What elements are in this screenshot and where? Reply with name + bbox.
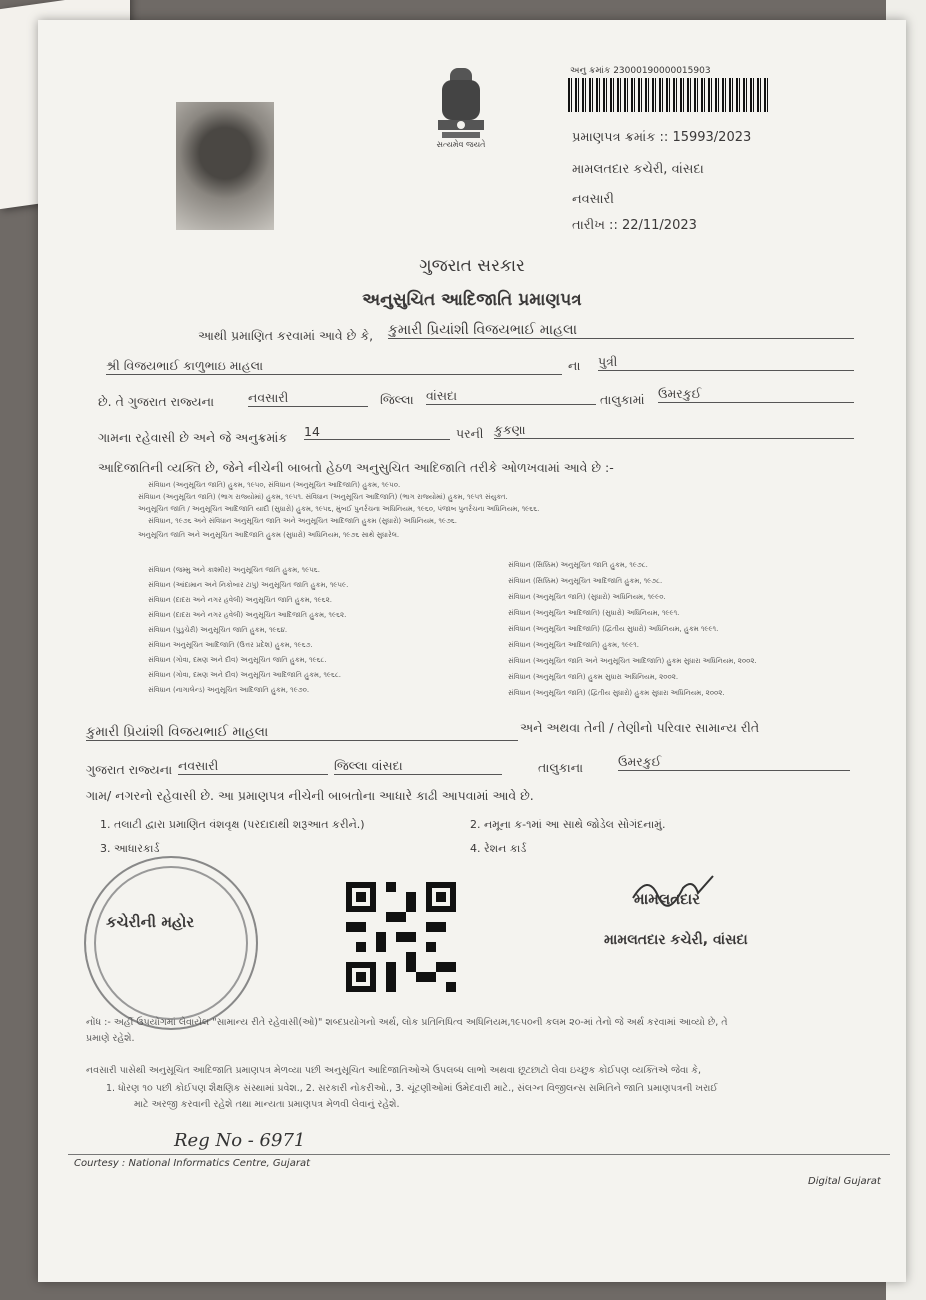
order-right: સંવિધાન (સિક્કિમ) અનુસૂચિત આદિજાતિ હુકમ, ૧૯૭૮. [508, 577, 663, 585]
order-left: સંવિધાન (પુડુચેરી) અનુસૂચિત જાતિ હુકમ, ૧૯૬૪. [148, 626, 288, 634]
father-name: શ્રી વિજયભાઈ કાળુભાઇ માહલા [106, 358, 562, 375]
order-right: સંવિધાન (અનુસૂચિત આદિજાતિ) (સુધારો) અધિનિયમ, ૧૯૯૧. [508, 609, 680, 617]
order-right: સંવિધાન (અનુસૂચિત જાતિ) (સુધારો) અધિનિયમ, ૧૯૯૦. [508, 593, 666, 601]
seal-label: કચેરીની મહોર [106, 913, 195, 931]
identification-text: આદિજાતિની વ્યક્તિ છે, જેને નીચેની બાબતો હેઠળ અનુસુચિત આદિજાતિ તરીકે ઓળખવામાં આવે છે :- [98, 460, 614, 475]
qr-code-icon [346, 882, 456, 992]
resident-name: કુમારી પ્રિયાંશી વિજયભાઈ માહલા [86, 724, 518, 741]
tribe-name: કુકણા [494, 422, 854, 439]
note-line: 1. ધોરણ ૧૦ પછી કોઈપણ શૈક્ષણિક સંસ્થામાં પ્રવેશ., 2. સરકારી નોકરીઓ., 3. ચૂંટણીઓમાં ઉમેદવારી માટે., સંલગ્ન વિજીલન્સ સમિતિને જાતિ પ્રમાણપત્રની ખરાઈ [106, 1083, 718, 1094]
order-right: સંવિધાન (સિક્કિમ) અનુસૂચિત જાતિ હુકમ, ૧૯૭૮. [508, 561, 648, 569]
resident-suffix: અને અથવા તેની / તેણીનો પરિવાર સામાન્ય રીતે [520, 720, 760, 735]
applicant-photo [176, 102, 274, 230]
issue-date: તારીખ :: 22/11/2023 [572, 218, 697, 233]
person-name: કુમારી પ્રિયાંશી વિજયભાઈ માહલા [388, 322, 854, 339]
order-left: સંવિધાન (નાગાલેન્ડ) અનુસૂચિત આદિજાતિ હુકમ, ૧૯૭૦. [148, 686, 310, 694]
order-left: સંવિધાન (ગોવા, દમણ અને દીવ) અનુસૂચિત જાતિ હુકમ, ૧૯૬૮. [148, 656, 327, 664]
order-right: સંવિધાન (અનુસૂચિત આદિજાતિ) હુકમ, ૧૯૯૧. [508, 641, 639, 649]
resident-taluka: જિલ્લા વાંસદા [334, 758, 502, 775]
relation-prefix: ના [568, 358, 581, 373]
basis-item: 1. તલાટી દ્વારા પ્રમાણિત વંશવૃક્ષ (પરદાદાથી શરૂઆત કરીને.) [100, 818, 365, 831]
order-left: સંવિધાન (જમ્મુ અને કાશ્મીર) અનુસૂચિત જાતિ હુકમ, ૧૯૫૬. [148, 566, 320, 574]
certificate-title: અનુસુચિત આદિજાતિ પ્રમાણપત્ર [362, 290, 582, 310]
intro-text: આથી પ્રમાણિત કરવામાં આવે છે કે, [198, 328, 374, 343]
basis-item: 3. આધારકાર્ડ [100, 842, 160, 855]
basis-item: 2. નમૂના ક-૧માં આ સાથે જોડેલ સોગંદનામું. [470, 818, 666, 831]
signatory-office: મામલતદાર કચેરી, વાંસદા [604, 932, 748, 948]
order-line: સંવિધાન (અનુસૂચિત જાતિ) (ભાગ રાજ્યોમાં) હુકમ, ૧૯૫૧. સંવિધાન (અનુસૂચિત આદિજાતિ) (ભાગ રાજ્યોમાં) હુકમ, ૧૯૫૧ સંયુક્ત. [138, 493, 508, 501]
order-line: સંવિધાન, ૧૯૭૬ અને સંવિધાન અનુસૂચિત જાતિ અને અનુસૂચિત આદિજાતિ હુકમ (સુધારો) અધિનિયમ, ૧૯૭૬. [148, 517, 458, 525]
order-left: સંવિધાન (આંદામાન અને નિકોબાર ટાપુ) અનુસૂચિત જાતિ હુકમ, ૧૯૫૯. [148, 581, 349, 589]
issuing-office: મામલતદાર કચેરી, વાંસદા [572, 162, 704, 177]
order-left: સંવિધાન (દાદરા અને નગર હવેલી) અનુસૂચિત આદિજાતિ હુકમ, ૧૯૬૨. [148, 611, 347, 619]
relation: પુત્રી [598, 354, 854, 371]
reg-number: અનુ ક્રમાંક 23000190000015903 [570, 66, 711, 76]
note-line: પ્રમાણે રહેશે. [86, 1033, 135, 1044]
district-value: નવસારી [248, 390, 368, 407]
order-left: સંવિધાન (ગોવા, દમણ અને દીવ) અનુસૂચિત આદિજાતિ હુકમ, ૧૯૬૮. [148, 671, 342, 679]
order-right: સંવિધાન (અનુસૂચિત જાતિ) (દ્વિતીય સુધારો) હુકમ સુધારા અધિનિયમ, ૨૦૦૨. [508, 689, 725, 697]
resident-taluka-label: તાલુકાના [538, 760, 584, 775]
courtesy-text: Courtesy : National Informatics Centre, Gujarat [74, 1158, 310, 1169]
note-line: માટે અરજી કરવાની રહેશે તથા માન્યતા પ્રમાણપત્ર મેળવી લેવાનું રહેશે. [134, 1099, 400, 1110]
village-value: ઉમરકુઈ [658, 386, 854, 403]
state-text: છે. તે ગુજરાત રાજ્યના [98, 394, 215, 409]
order-line: અનુસૂચિત જાતિ અને અનુસૂચિત આદિજાતિ હુકમ (સુધારો) અધિનિયમ, ૧૯૭૬ સાથે સુધારેલ. [138, 531, 400, 539]
basis-item: 4. રેશન કાર્ડ [470, 842, 527, 855]
note-line: નોંધ :- અહીં ઉપયોગમાં લેવાયેલ "સામાન્ય રીતે રહેવાસી(ઓ)" શબ્દપ્રયોગનો અર્થ, લોક પ્રતિનિધિત્વ અધિનિયમ,૧૯૫૦ની કલમ ૨૦-માં તેનો જે અર્થ કરવામાં આવ્યો છે, તે [86, 1017, 728, 1028]
basis-intro: ગામ/ નગરનો રહેવાસી છે. આ પ્રમાણપત્ર નીચેની બાબતોના આધારે કાઢી આપવામાં આવે છે. [86, 788, 534, 803]
resident-district: નવસારી [178, 758, 328, 775]
government-title: ગુજરાત સરકાર [419, 256, 525, 276]
office-seal [84, 856, 258, 1030]
note-line: નવસારી પાસેથી અનુસૂચિત આદિજાતિ પ્રમાણપત્ર મેળવ્યા પછી અનુસૂચિત આદિજાતિઓએ ઉપલબ્ધ લાભો અથવા છૂટછાટો લેવા ઇચ્છુક કોઈપણ વ્યક્તિએ જેવા કે, [86, 1065, 702, 1076]
taluka-value: વાંસદા [426, 388, 596, 405]
residence-text: ગામના રહેવાસી છે અને જે અનુક્રમાંક [98, 430, 288, 445]
footer-divider [68, 1154, 890, 1155]
taluka-label: તાલુકામાં [600, 392, 645, 407]
issuing-district: નવસારી [572, 192, 614, 207]
order-left: સંવિધાન (દાદરા અને નગર હવેલી) અનુસૂચિત જાતિ હુકમ, ૧૯૬૨. [148, 596, 332, 604]
district-label: જિલ્લા [380, 392, 414, 407]
digital-gujarat-brand: Digital Gujarat [808, 1176, 881, 1187]
handwritten-reg-note: Reg No - 6971 [174, 1130, 306, 1151]
resident-village: ઉમરકુઈ [618, 754, 850, 771]
order-right: સંવિધાન (અનુસૂચિત જાતિ) હુકમ સુધારા અધિનિયમ, ૨૦૦૨. [508, 673, 679, 681]
resident-state: ગુજરાત રાજ્યના [86, 762, 173, 777]
barcode [568, 78, 768, 112]
order-line: અનુસૂચિત જાતિ / અનુસૂચિત આદિજાતિ યાદી (સુધારો) હુકમ, ૧૯૫૬, મુંબઈ પુનર્રચના અધિનિયમ, ૧૯૬૦, પંજાબ પુનર્રચના અધિનિયમ, ૧૯૬૬. [138, 505, 540, 513]
certificate-sheet [38, 20, 906, 1282]
order-right: સંવિધાન (અનુસૂચિત જાતિ અને અનુસૂચિત આદિજાતિ) હુકમ સુધારા અધિનિયમ, ૨૦૦૨. [508, 657, 757, 665]
serial-suffix: પરની [456, 426, 484, 441]
order-line: સંવિધાન (અનુસૂચિત જાતિ) હુકમ, ૧૯૫૦, સંવિધાન (અનુસૂચિત આદિજાતિ) હુકમ, ૧૯૫૦. [148, 481, 401, 489]
order-right: સંવિધાન (અનુસૂચિત આદિજાતિ) (દ્વિતીય સુધારો) અધિનિયમ, હુકમ ૧૯૯૧. [508, 625, 719, 633]
certificate-number: પ્રમાણપત્ર ક્રમાંક :: 15993/2023 [572, 130, 752, 145]
emblem-caption: સત્યમેવ જયતે [436, 140, 486, 149]
signatory-title: મામલતદાર [634, 890, 700, 908]
serial-number: 14 [304, 424, 450, 440]
order-left: સંવિધાન અનુસૂચિત આદિજાતિ (ઉત્તર પ્રદેશ) હુકમ, ૧૯૬૭. [148, 641, 313, 649]
